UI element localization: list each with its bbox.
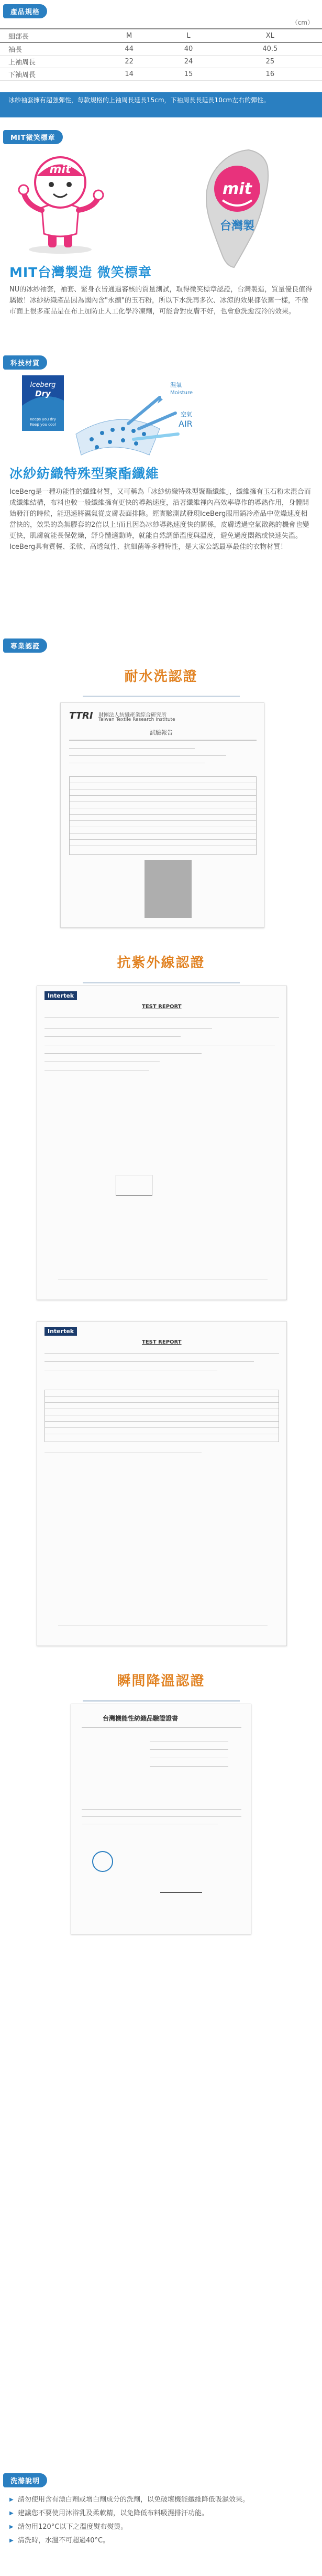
table-cell: 袖長 xyxy=(0,42,99,55)
care-section-tag: 洗滌說明 xyxy=(3,2473,47,2487)
mascot-badge-text: mit xyxy=(49,163,71,176)
table-cell: 16 xyxy=(218,68,322,80)
table-cell: 40 xyxy=(159,42,218,55)
cert-uv-title: 抗紫外線認證 xyxy=(117,955,205,971)
size-header-cell: L xyxy=(159,29,218,42)
cooling-certificate-document xyxy=(71,1704,251,1934)
uv-test-report-document-2 xyxy=(37,1321,287,1646)
table-cell: 下袖周長 xyxy=(0,68,99,80)
wash-test-report-document xyxy=(60,702,264,928)
size-table xyxy=(0,28,322,81)
mit-badge-text: mit xyxy=(223,180,252,198)
table-cell: 40.5 xyxy=(218,42,322,55)
size-table-header-row xyxy=(0,29,322,42)
uv-test-report-document-1 xyxy=(37,986,287,1300)
air-label-zh: 空氣 xyxy=(181,411,192,418)
size-section-tag: 產品規格 xyxy=(3,4,47,18)
cert-divider xyxy=(83,982,240,983)
size-section xyxy=(0,0,322,133)
ttri-org-en: Taiwan Textile Research Institute xyxy=(98,717,175,722)
logo-line2: Dry xyxy=(35,389,51,398)
mit-section xyxy=(0,130,322,319)
cert-wash-title: 耐水洗認證 xyxy=(124,669,198,685)
table-cell: 15 xyxy=(159,68,218,80)
taiwan-map-illustration xyxy=(186,146,285,272)
size-elasticity-note: 冰紗袖套擁有超強彈性，每款規格的上袖周長延長15cm，下袖周長長延長10cm左右的彈性。 xyxy=(0,92,322,117)
logo-slogan1: Keeps you dry xyxy=(30,417,56,421)
iceberg-dry-logo xyxy=(21,374,65,432)
air-label-en: AIR xyxy=(179,419,193,429)
ttri-org-zh: 財團法人紡織產業綜合研究所 xyxy=(98,712,166,718)
tech-section-title: 冰紗紡織特殊型聚酯纖維 xyxy=(9,466,160,481)
table-cell: 14 xyxy=(99,68,159,80)
size-unit-label: （cm） xyxy=(291,19,314,26)
ttri-abbr: TTRI xyxy=(69,710,93,721)
care-instructions-list xyxy=(9,2494,316,2549)
cert-divider xyxy=(83,1700,240,1702)
mit-mascot-illustration xyxy=(10,150,110,255)
cert-cooling-title: 瞬間降溫認證 xyxy=(117,1673,205,1689)
list-item: ▶ 請勿用120°C以下之溫度熨布熨燙。 xyxy=(9,2521,316,2532)
fabric-structure-diagram xyxy=(71,366,207,460)
logo-line1: Iceberg xyxy=(30,381,56,389)
cert-cooling-heading xyxy=(0,1670,322,1705)
cert-wash-heading xyxy=(0,666,322,701)
table-cell: 24 xyxy=(159,55,218,68)
list-item: ▶ 清洗時，水溫不可超過40°C。 xyxy=(9,2535,316,2546)
table-cell: 44 xyxy=(99,42,159,55)
list-item: ▶ 請勿使用含有漂白劑或增白劑成分的洗劑，以免破壞機能纖維降低吸濕效果。 xyxy=(9,2494,316,2505)
table-cell: 25 xyxy=(218,55,322,68)
made-in-taiwan-label: 台灣製 xyxy=(219,220,255,233)
table-row xyxy=(0,42,322,55)
cert-divider xyxy=(83,696,240,697)
table-row xyxy=(0,55,322,68)
certs-tag-wrap xyxy=(3,638,47,653)
tech-section-body: IceBerg是一種功能性的纖維材質，又可稱為「冰紗紡織特殊型聚酯纖維」，纖維擁有玉石粉末混合而成纖維結構，布料也較一般纖維擁有更快的導熱速度，沿著纖維裡內高效率導作的導熱作用，身體開始發汗的時候，能迅速將濕氣從皮膚表面排除。經實驗測試發現IceBerg服用銷冷產品中乾燥速度相當快的，效果的為無膠套的2倍以上!而且因為冰紗導熱速度快的關係，皮膚透過空氣散熱的機會也變更快，肌膚就能長保乾燥，舒身體適動時，就能自然調節溫度與溫度，避免過度悶熱或快速失溫。 IceBerg具有質輕、柔軟、高透氣性、抗細菌等多種特性，是大家公認最享最佳的衣物材質！ xyxy=(9,488,311,551)
cooling-certificate-title: 台灣機能性紡織品驗證證書 xyxy=(103,1715,179,1722)
size-header-cell: 細部長 xyxy=(0,29,99,42)
mit-section-title: MIT台灣製造 微笑標章 xyxy=(9,265,152,280)
report-title-1: TEST REPORT xyxy=(142,1004,182,1010)
size-header-cell: XL xyxy=(218,29,322,42)
size-header-cell: M xyxy=(99,29,159,42)
mit-section-body: NU的冰紗袖套，袖套、緊身衣皆通過審核的質量測試，取得微笑標章認證，台灣製造，質量優良值得驕傲！冰紗紡織產品因為國內含"永續"的玉石粉，所以下水洗再多次、冰涼的效果都依舊一樣，不像市面上很多產品是在布上加防止人工化學冷凍劑，可能會對皮膚不好，也會愈洗愈沒冷的效果。 xyxy=(9,286,313,316)
table-cell: 上袖周長 xyxy=(0,55,99,68)
care-section xyxy=(0,2467,322,2576)
moisture-label-en: Moisture xyxy=(170,390,193,396)
intertek-logo-2: Intertek xyxy=(45,1327,77,1336)
intertek-logo-1: Intertek xyxy=(45,991,77,1000)
logo-slogan2: Keep you cool xyxy=(30,423,56,427)
certs-section-tag: 專業認證 xyxy=(3,638,47,653)
moisture-label-zh: 濕氣 xyxy=(170,382,182,388)
list-item: ▶ 建議您不要使用沐浴乳及柔軟精，以免降低布料吸濕排汗功能。 xyxy=(9,2508,316,2519)
ttri-report-subtitle: 試驗報告 xyxy=(150,729,173,736)
report-title-2: TEST REPORT xyxy=(142,1339,182,1345)
tech-section-tag: 科技材質 xyxy=(3,355,47,370)
mit-section-tag: MIT微笑標章 xyxy=(3,130,63,144)
tech-section xyxy=(0,355,322,628)
table-cell: 22 xyxy=(99,55,159,68)
table-row xyxy=(0,68,322,80)
cert-uv-heading xyxy=(0,952,322,987)
